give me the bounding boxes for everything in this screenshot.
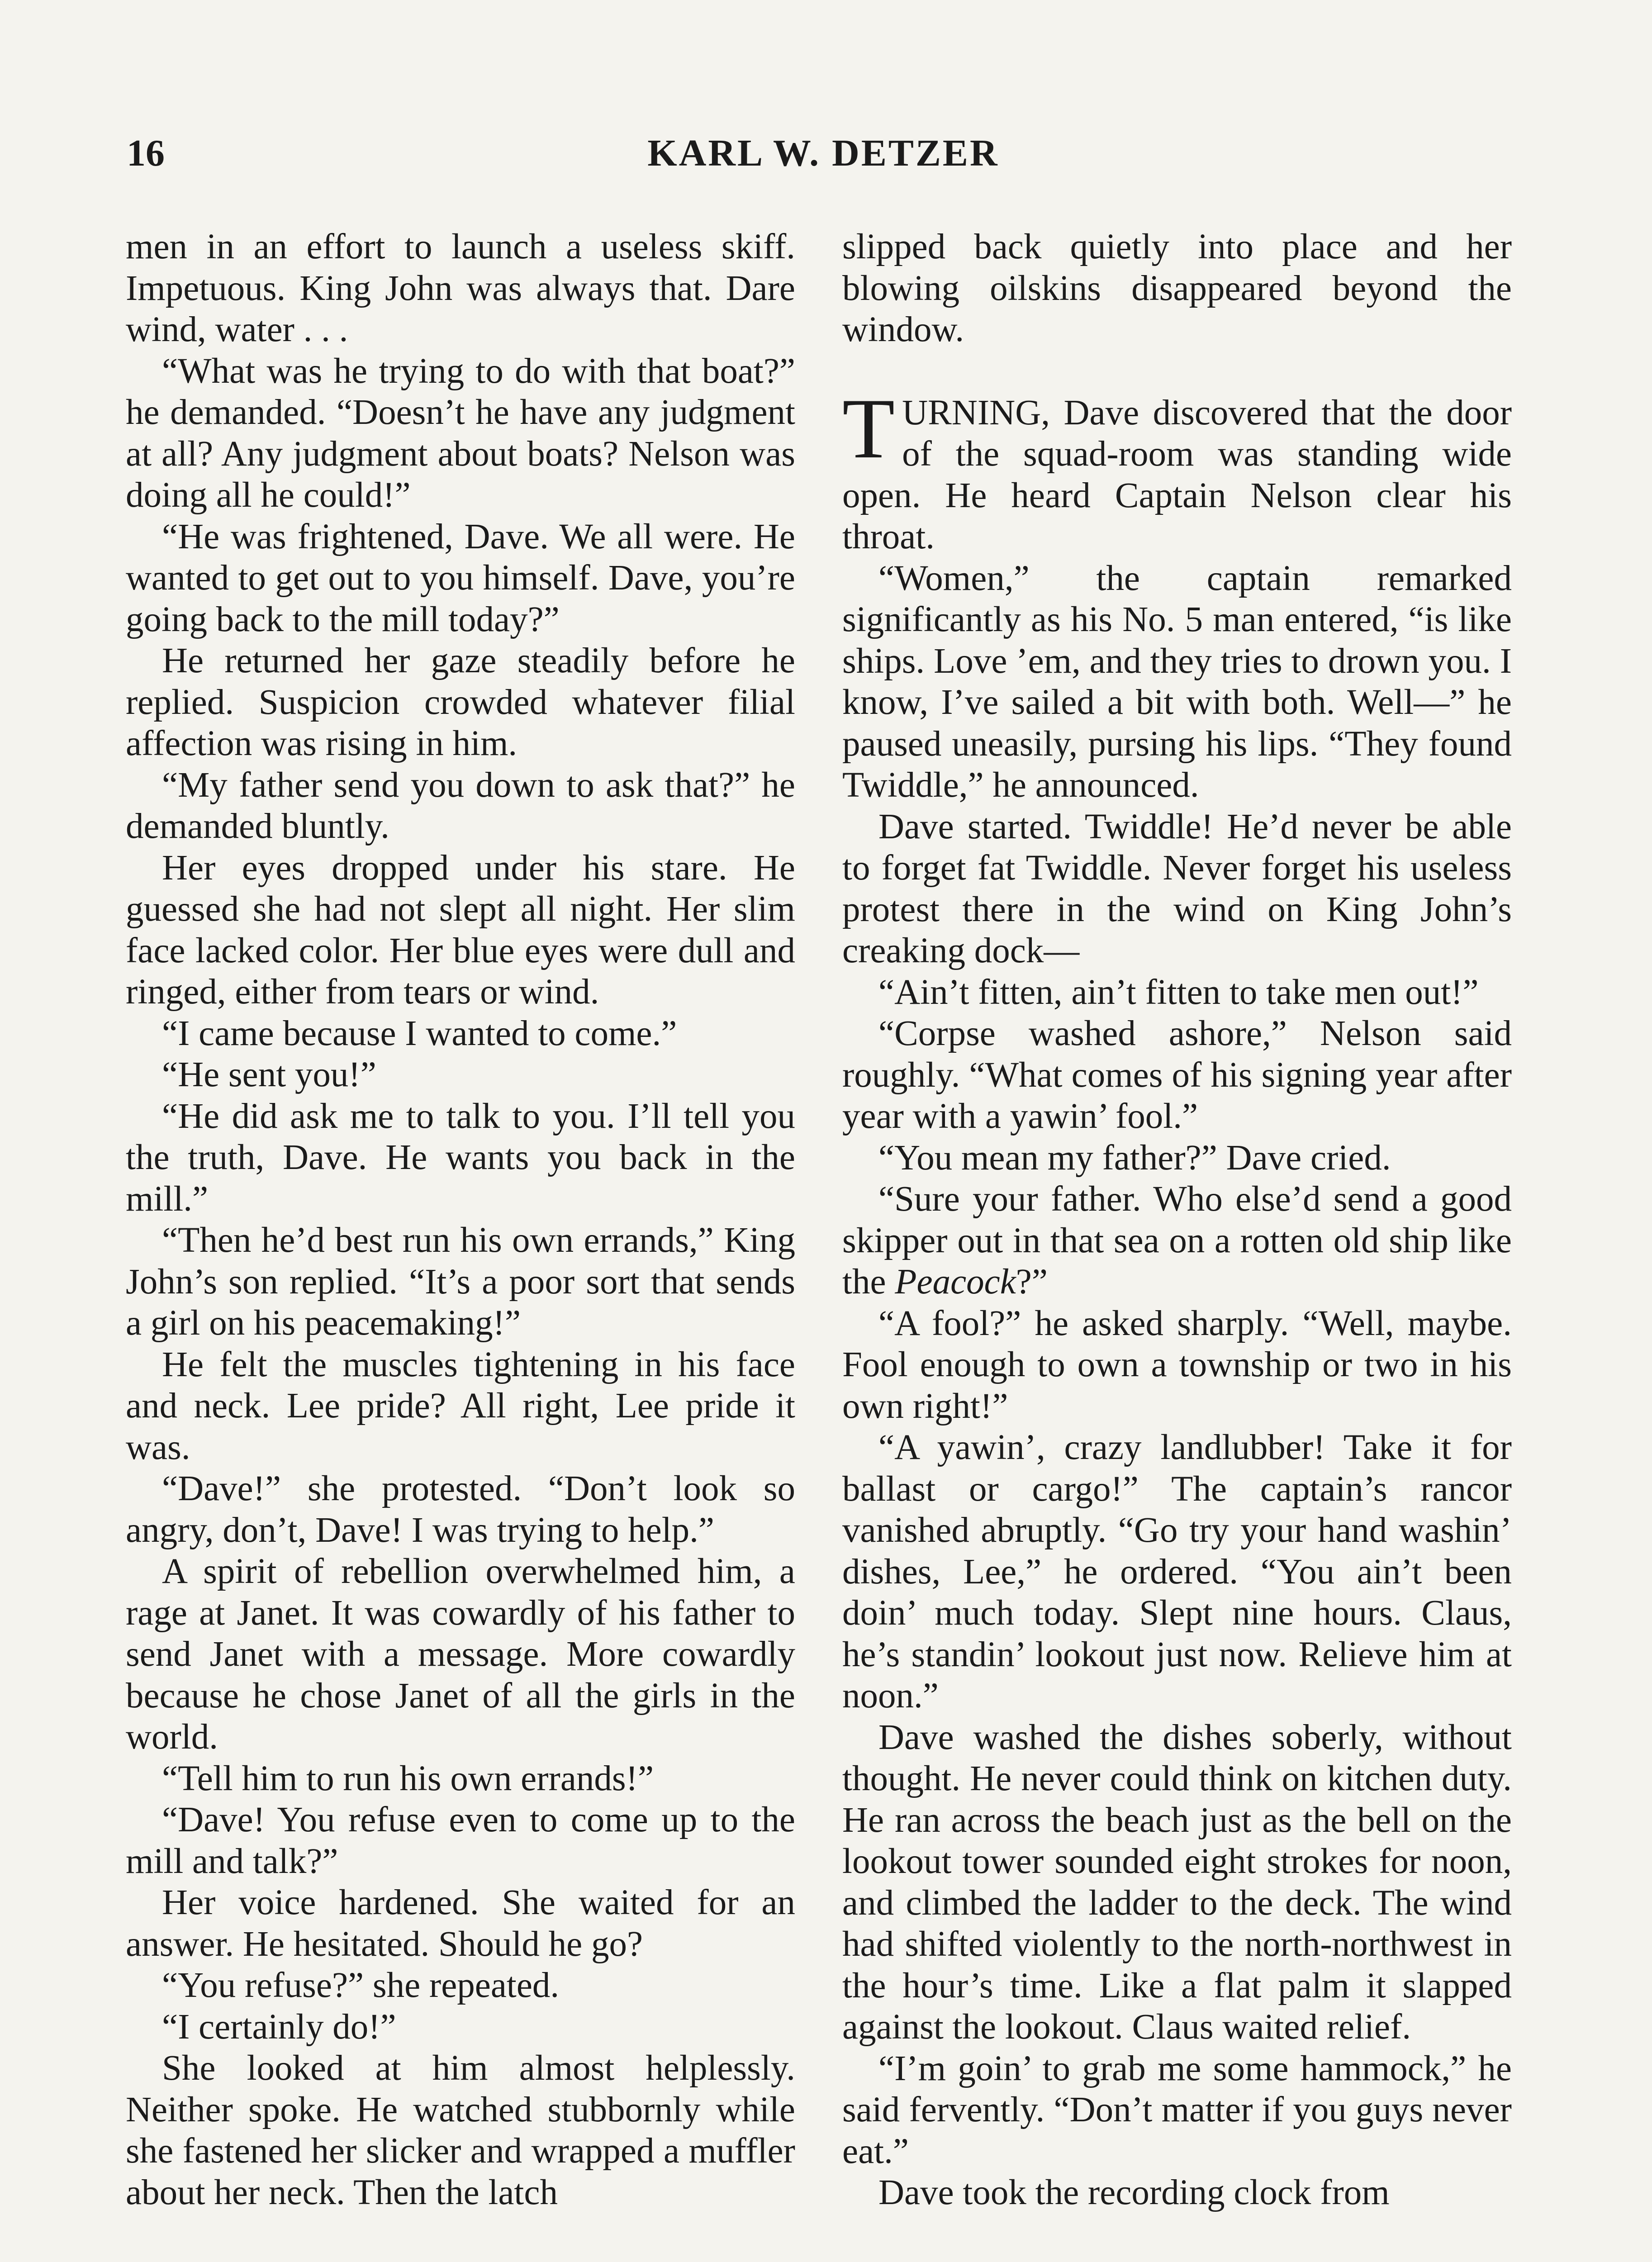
page-header [127,131,1520,190]
paragraph: “I’m goin’ to grab me some hammock,” he said fervently. “Don’t matter if you guys never eat.” [842,2048,1512,2171]
paragraph: Dave started. Twiddle! He’d never be able to forget fat Twiddle. Never forget his useless protest there in the wind on King John’s creaking dock— [842,807,1512,970]
drop-cap: T [842,381,895,476]
paragraph: “You refuse?” she repeated. [162,1966,560,2005]
page-number: 16 [127,132,165,174]
ship-name: Peacock [895,1262,1016,1302]
paragraph: “He sent you!” [162,1055,376,1094]
section-opening-text: URNING, Dave discovered that the door of the squad-room was standing wide open. He heard Captain Nelson clear his throat. [842,393,1512,556]
paragraph: A spirit of rebellion overwhelmed him, a rage at Janet. It was cowardly of his father to send Janet with a message. More cowardly because he chose Janet of all the girls in the world. [126,1552,795,1757]
paragraph: He returned her gaze steadily before he replied. Suspicion crowded whatever filial affection was rising in him. [126,641,795,763]
paragraph-text: “Sure your father. Who else’d send a good skipper out in that sea on a rotten old ship like the [842,1179,1512,1302]
left-column [126,226,795,2213]
paragraph: “Ain’t fitten, ain’t fitten to take men out!” [878,972,1479,1012]
paragraph: “Corpse washed ashore,” Nelson said roughly. “What comes of his signing year after year with a yawin’ fool.” [842,1014,1512,1136]
section-opening-paragraph [842,381,1512,558]
paragraph: slipped back quietly into place and her blowing oilskins disappeared beyond the window. [842,227,1512,349]
paragraph: “Then he’d best run his own errands,” King John’s son replied. “It’s a poor sort that sends a girl on his peacemaking!” [126,1221,795,1343]
paragraph [842,1179,1512,1303]
paragraph-text: ?” [1016,1262,1048,1302]
paragraph: “A yawin’, crazy landlubber! Take it for ballast or cargo!” The captain’s rancor vanished abruptly. “Go try your hand washin’ dishes, Lee,” he ordered. “You ain’t been doin’ much today. Slept nine hours. Claus, he’s standin’ lookout just now. Relieve him at noon.” [842,1428,1512,1716]
paragraph: “He was frightened, Dave. We all were. He wanted to get out to you himself. Dave, you’re going back to the mill today?” [126,517,795,639]
right-column [842,226,1512,2214]
paragraph: “A fool?” he asked sharply. “Well, maybe. Fool enough to own a township or two in his own right!” [842,1303,1512,1426]
paragraph: “I came because I wanted to come.” [162,1013,677,1053]
paragraph: “I certainly do!” [162,2007,396,2047]
paragraph: “He did ask me to talk to you. I’ll tell you the truth, Dave. He wants you back in the mill.” [126,1096,795,1219]
paragraph: “Women,” the captain remarked significantly as his No. 5 man entered, “is like ships. Love ’em, and they tries to drown you. I know, I’ve sailed a bit with both. Well—” he paused uneasily, pursing his lips. “They found Twiddle,” he announced. [842,558,1512,805]
paragraph: “What was he trying to do with that boat?” he demanded. “Doesn’t he have any judgment at all? Any judgment about boats? Nelson was doing all he could!” [126,351,795,515]
paragraph: men in an effort to launch a useless skiff. Impetuous. King John was always that. Dare wind, water . . . [126,227,795,349]
paragraph: “My father send you down to ask that?” he demanded bluntly. [126,765,795,846]
paragraph: She looked at him almost helplessly. Neither spoke. He watched stubbornly while she fastened her slicker and wrapped a muffler about her neck. Then the latch [126,2048,795,2212]
paragraph: “You mean my father?” Dave cried. [878,1138,1391,1178]
paragraph: Her voice hardened. She waited for an answer. He hesitated. Should he go? [126,1883,795,1964]
paragraph: He felt the muscles tightening in his face and neck. Lee pride? All right, Lee pride it was. [126,1345,795,1467]
paragraph: “Tell him to run his own errands!” [162,1758,654,1798]
paragraph: Dave washed the dishes soberly, without thought. He never could think on kitchen duty. He ran across the beach just as the bell on the lookout tower sounded eight strokes for noon, and climbed the ladder to the deck. The wind had shifted violently to the north-northwest in the hour’s time. Like a flat palm it slapped against the lookout. Claus waited relief. [842,1717,1512,2047]
paragraph: “Dave!” she protested. “Don’t look so angry, don’t, Dave! I was trying to help.” [126,1469,795,1550]
paragraph: Her eyes dropped under his stare. He guessed she had not slept all night. Her slim face lacked color. Her blue eyes were dull and ringed, either from tears or wind. [126,848,795,1012]
running-head-author: KARL W. DETZER [647,132,999,174]
paragraph: “Dave! You refuse even to come up to the mill and talk?” [126,1800,795,1881]
paragraph: Dave took the recording clock from [878,2173,1390,2212]
